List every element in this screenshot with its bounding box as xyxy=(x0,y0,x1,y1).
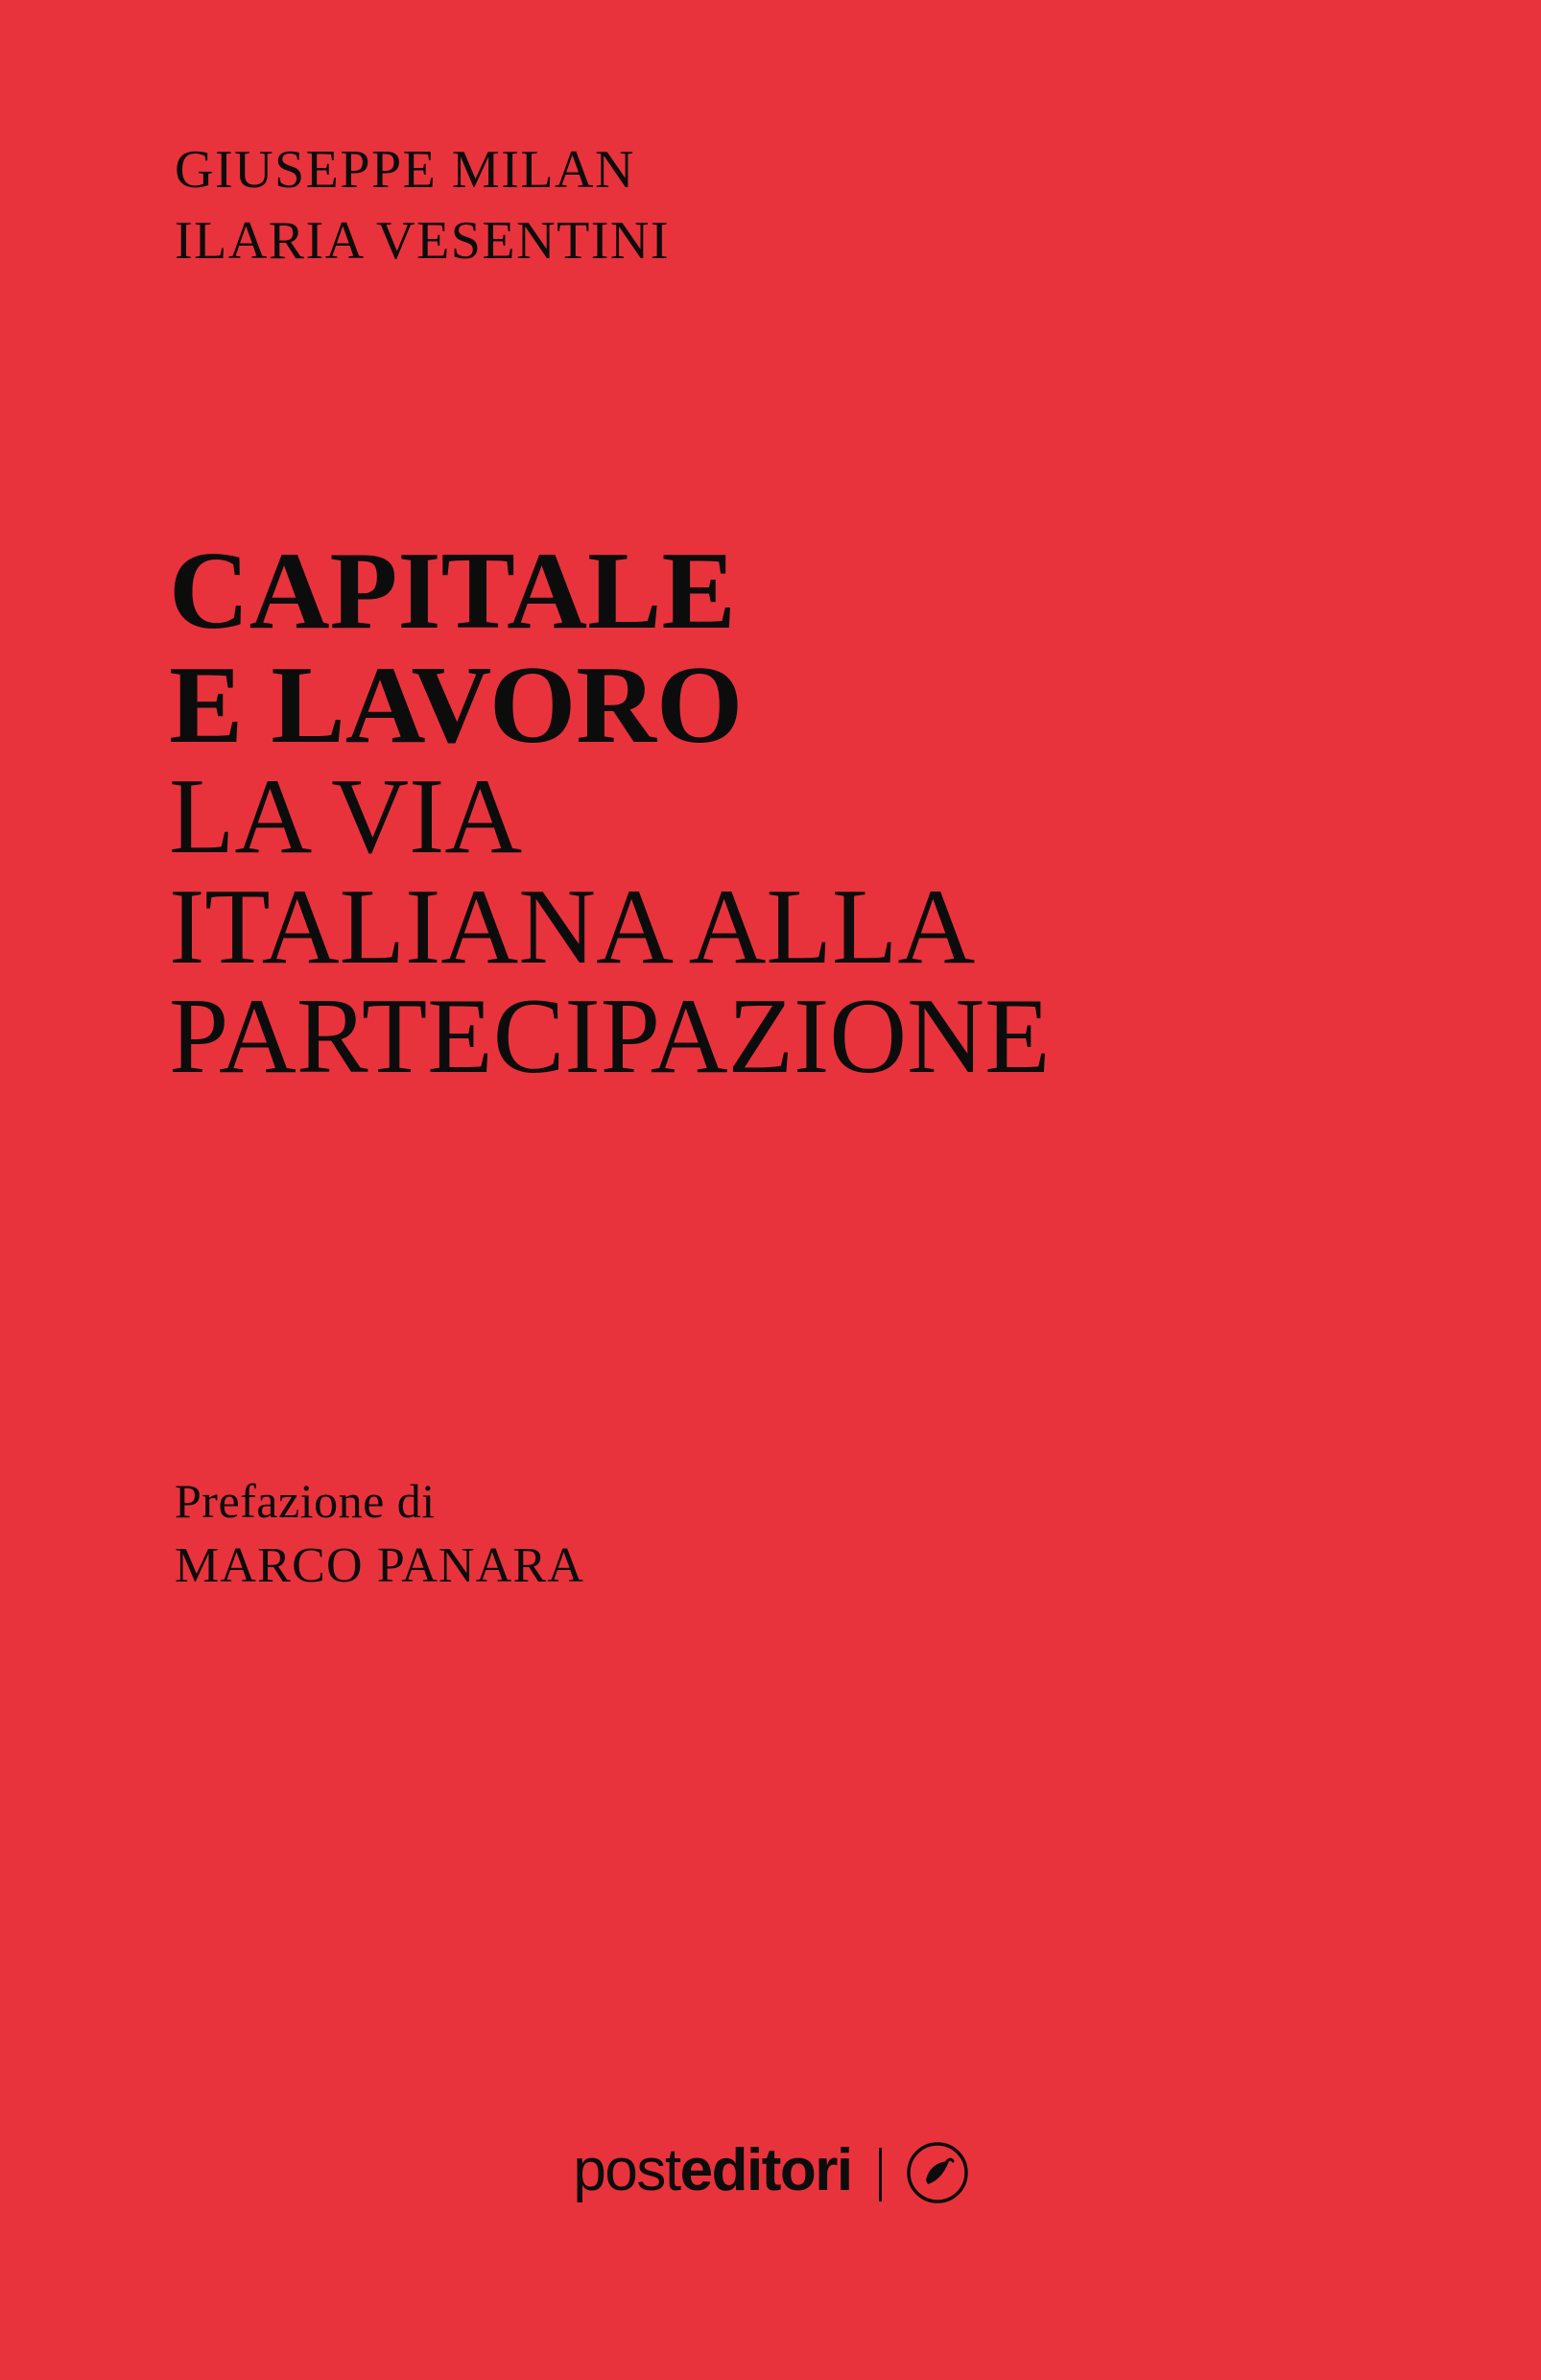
subtitle-line-3: PARTECIPAZIONE xyxy=(169,977,1051,1097)
preface-credit xyxy=(175,1468,1134,1599)
subtitle-line-1: LA VIA xyxy=(169,757,523,877)
logo-divider xyxy=(879,2148,882,2202)
preface-label: Prefazione di xyxy=(175,1474,436,1528)
publisher-name-light: post xyxy=(573,2137,680,2203)
author-block xyxy=(175,134,1230,276)
publisher-logo xyxy=(0,2137,1541,2203)
publisher-name-bold: editori xyxy=(679,2137,852,2203)
publisher-name xyxy=(573,2137,852,2203)
title-line-2: E LAVORO xyxy=(169,643,744,767)
author-name-1: GIUSEPPE MILAN xyxy=(175,140,635,200)
pepper-circle-icon xyxy=(907,2142,968,2203)
preface-author: MARCO PANARA xyxy=(175,1538,585,1593)
author-name-2: ILARIA VESENTINI xyxy=(175,211,671,271)
subtitle-line-2: ITALIANA ALLA xyxy=(169,867,976,987)
title-line-1: CAPITALE xyxy=(169,530,736,653)
page-title xyxy=(169,530,1368,1097)
